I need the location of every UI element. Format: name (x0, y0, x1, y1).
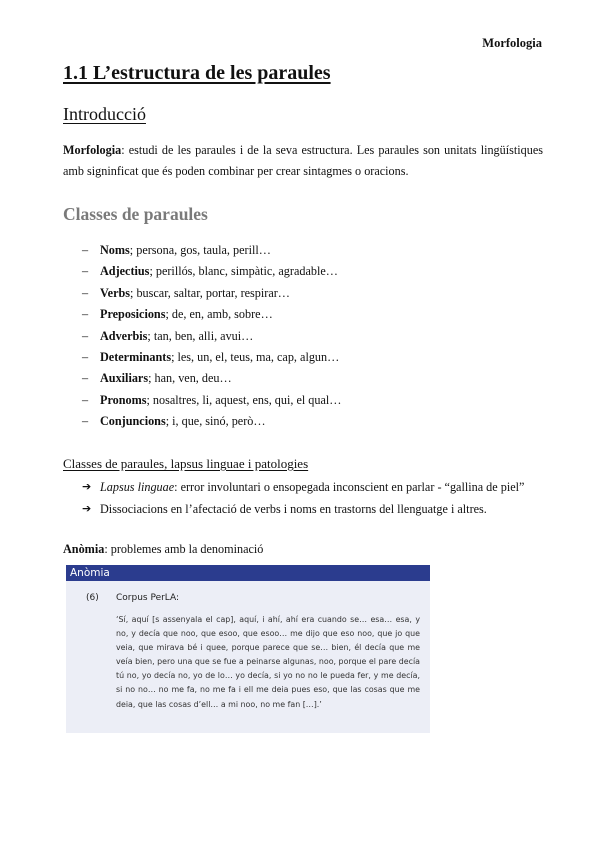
class-term: Conjuncions (100, 414, 166, 429)
class-examples: ; perillós, blanc, simpàtic, agradable… (149, 264, 338, 279)
dash-bullet-icon: – (82, 392, 89, 407)
dash-bullet-icon: – (82, 307, 89, 322)
dash-bullet-icon: – (82, 264, 89, 279)
running-header: Morfologia (482, 36, 542, 50)
class-examples: ; buscar, saltar, portar, respirar… (130, 285, 290, 300)
list-item (82, 390, 341, 411)
class-term: Preposicions (100, 307, 166, 322)
dissociation-text: Dissociacions en l’afectació de verbs i noms en trastorns del llenguatge i altres. (100, 502, 487, 516)
anomia-example-figure (66, 565, 430, 733)
arrow-right-icon: ➔ (82, 480, 92, 493)
class-examples: ; i, que, sinó, però… (165, 414, 266, 429)
list-item (82, 368, 341, 389)
class-term: Adjectius (100, 264, 150, 279)
intro-definition: : estudi de les paraules i de la seva estructura. Les paraules son unitats lingüístiques amb signinficat que és poden combinar per crear sintagmes o oracions. (63, 143, 543, 178)
dash-bullet-icon: – (82, 414, 89, 429)
class-term: Auxiliars (100, 371, 149, 386)
class-examples: ; persona, gos, taula, perill… (129, 243, 271, 257)
class-examples: ; tan, ben, alli, avui… (147, 328, 254, 343)
class-examples: ; nosaltres, li, aquest, ens, qui, el qual… (146, 392, 342, 407)
dash-bullet-icon: – (82, 371, 89, 386)
corpus-label: Corpus PerLA: (116, 593, 180, 603)
list-item (82, 304, 341, 325)
list-item (82, 283, 341, 304)
dash-bullet-icon: – (82, 285, 89, 300)
class-examples: ; les, un, el, teus, ma, cap, algun… (171, 349, 340, 364)
corpus-quote: ‘Sí, aquí [s assenyala el cap], aquí, i ahí, ahí era cuando se… esa… esa, y no, y decía que noo, que esoo, que esoo… me dijo que eso noo, que jo que veia, que mirava bé i quee, porque parece que se… bien, él decía que me veía bien, pero una que se fue a peinarse algunas, noo, porque el pare decía tú no, yo decía no, yo de lo… yo decía, si yo no no le pueda fer, y me decía, si no no… no me fa, no me fa i ell me deia pues eso, que las cosas que me deia, que las cosas d’ell… a mi noo, no me fan […].’ (116, 615, 420, 709)
anomia-definition (63, 542, 263, 557)
class-examples: ; de, en, amb, sobre… (165, 307, 273, 322)
lapsus-heading: Classes de paraules, lapsus linguae i patologies (63, 456, 309, 471)
word-classes-list (82, 240, 341, 433)
intro-heading: Introducció (63, 104, 146, 124)
figure-title-bar: Anòmia (66, 565, 430, 581)
example-number: (6) (86, 593, 99, 603)
list-item (82, 411, 341, 432)
class-examples: ; han, ven, deu… (148, 371, 232, 386)
arrow-right-icon: ➔ (82, 502, 92, 515)
section-title: 1.1 L’estructura de les paraules (63, 62, 331, 84)
list-item (82, 499, 543, 519)
anomia-term: Anòmia (63, 542, 105, 556)
list-item (82, 347, 341, 368)
class-term: Adverbis (100, 328, 148, 343)
list-item (82, 240, 341, 261)
list-item (82, 326, 341, 347)
classes-heading: Classes de paraules (63, 204, 208, 224)
lapsus-definition: : error involuntari o ensopegada inconscient en parlar - “gallina de piel” (174, 480, 525, 494)
class-term: Determinants (100, 349, 172, 364)
dash-bullet-icon: – (82, 328, 89, 343)
list-item (82, 261, 341, 282)
dash-bullet-icon: – (82, 349, 89, 364)
dash-bullet-icon: – (82, 243, 89, 257)
class-term: Noms (100, 243, 130, 257)
lapsus-term: Lapsus linguae (100, 480, 175, 494)
class-term: Pronoms (100, 392, 147, 407)
lapsus-list (82, 477, 543, 521)
class-term: Verbs (100, 285, 131, 300)
intro-paragraph (63, 140, 543, 182)
list-item (82, 477, 543, 497)
intro-term: Morfologia (63, 143, 122, 157)
anomia-text: : problemes amb la denominació (104, 542, 264, 556)
